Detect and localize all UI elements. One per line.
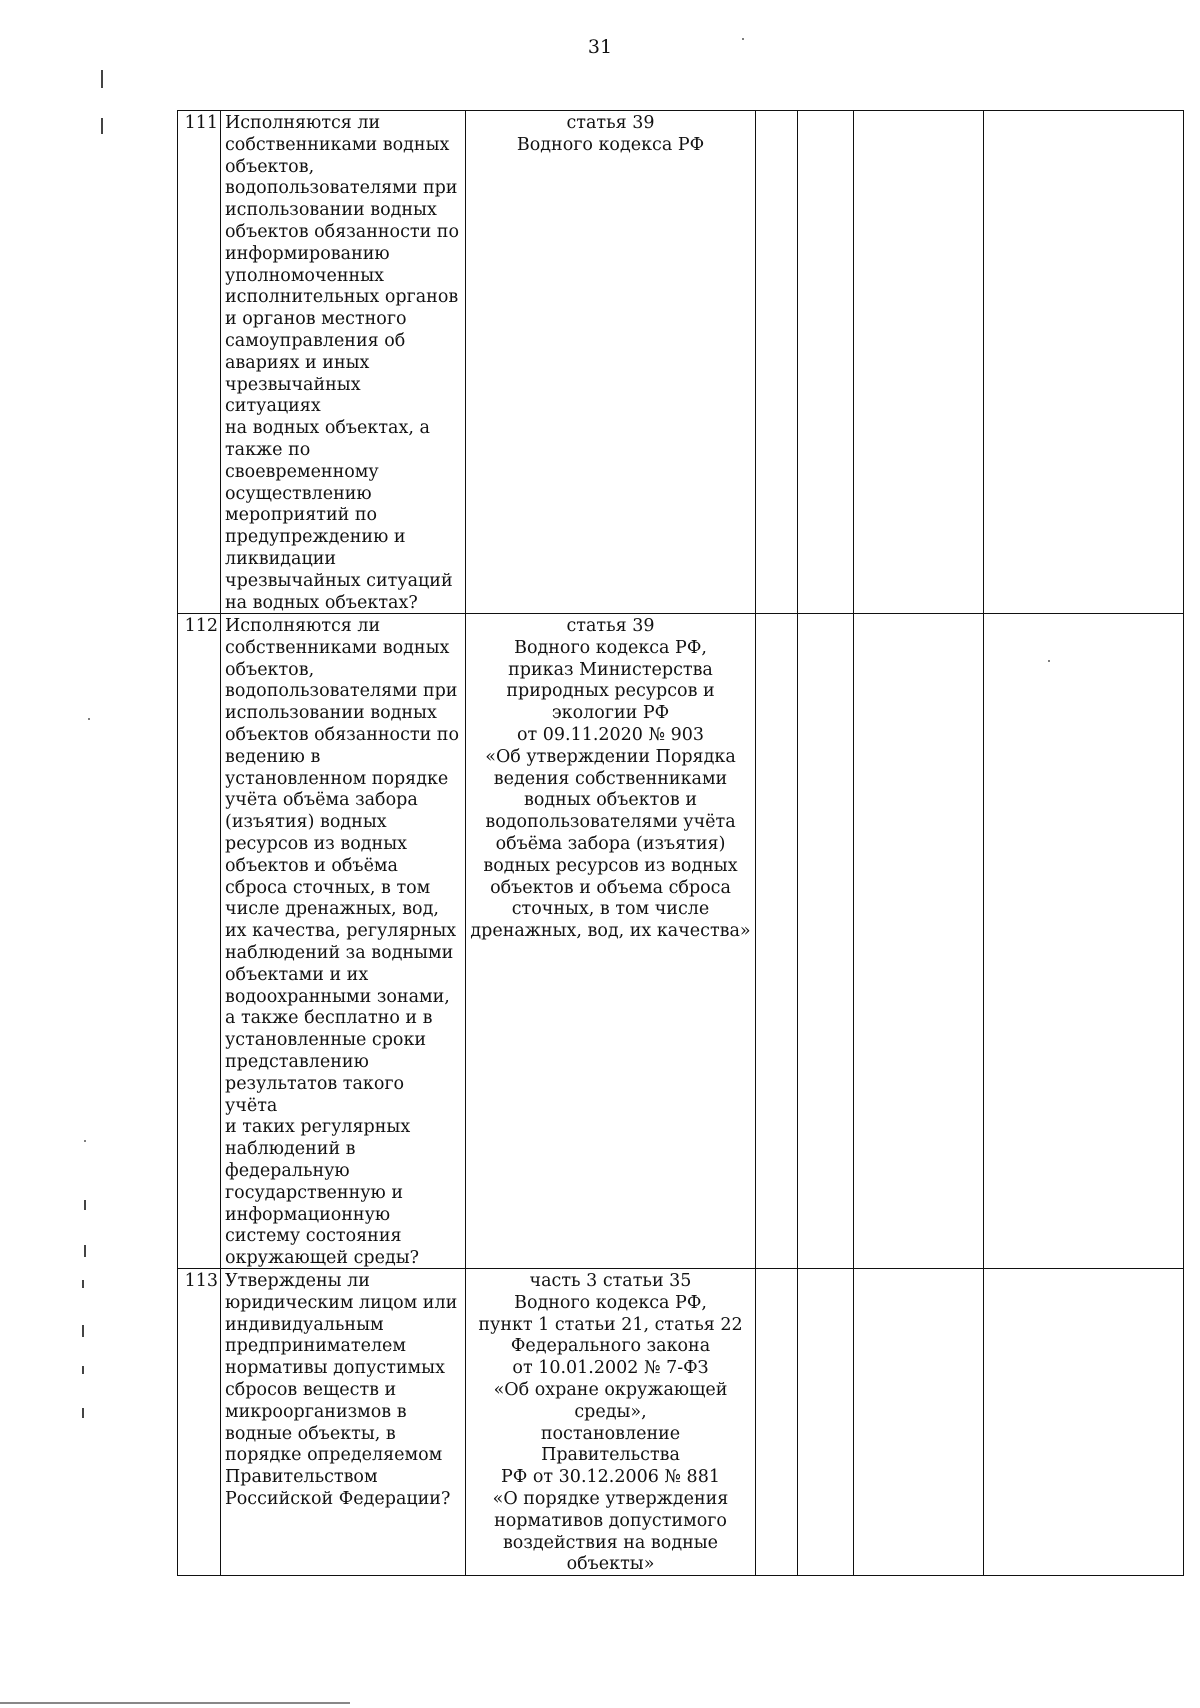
question-text: Утверждены ли юридическим лицом или индивидуальным предпринимателем нормативы допустимых сбросов веществ и микроорганизмов в водные объекты, в порядке определяемом Правительством Российской Федерации? bbox=[221, 1269, 466, 1575]
scan-speck bbox=[742, 38, 744, 40]
page-number: 31 bbox=[587, 36, 613, 58]
table-row-111 bbox=[178, 111, 1183, 614]
checklist-table bbox=[177, 110, 1184, 1576]
row-number: 112 bbox=[178, 614, 221, 1268]
scan-speck bbox=[1048, 660, 1050, 662]
scan-mark bbox=[82, 1280, 84, 1288]
table-row-112 bbox=[178, 614, 1183, 1269]
scan-mark bbox=[101, 70, 103, 88]
not-applicable-cell bbox=[854, 111, 984, 613]
row-number: 113 bbox=[178, 1269, 221, 1575]
scan-speck bbox=[88, 718, 90, 720]
notes-cell bbox=[984, 614, 1183, 1268]
scan-mark bbox=[82, 1408, 84, 1418]
scan-speck bbox=[84, 1140, 86, 1142]
legal-reference: статья 39 Водного кодекса РФ bbox=[466, 111, 756, 613]
not-applicable-cell bbox=[854, 614, 984, 1268]
question-text: Исполняются ли собственниками водных объектов, водопользователями при использовании водных объектов обязанности по ведению в установленном порядке учёта объёма забора (изъятия) водных ресурсов из водных объектов и объёма сброса сточных, в том числе дренажных, вод, их качества, регулярных наблюдений за водными объектами и их водоохранными зонами, а также бесплатно и в установленные сроки представлению результатов такого учёта и таких регулярных наблюдений в федеральную государственную и информационную систему состояния окружающей среды? bbox=[221, 614, 466, 1268]
legal-reference: часть 3 статьи 35 Водного кодекса РФ, пункт 1 статьи 21, статья 22 Федерального закона от 10.01.2002 № 7-ФЗ «Об охране окружающей среды», постановление Правительства РФ от 30.12.2006 № 881 «О порядке утверждения нормативов допустимого воздействия на водные объекты» bbox=[466, 1269, 756, 1575]
answer-no-cell bbox=[798, 1269, 854, 1575]
question-text: Исполняются ли собственниками водных объектов, водопользователями при использовании водных объектов обязанности по информированию уполномоченных исполнительных органов и органов местного самоуправления об авариях и иных чрезвычайных ситуациях на водных объектах, а также по своевременному осуществлению мероприятий по предупреждению и ликвидации чрезвычайных ситуаций на водных объектах? bbox=[221, 111, 466, 613]
answer-no-cell bbox=[798, 614, 854, 1268]
row-number: 111 bbox=[178, 111, 221, 613]
scan-mark bbox=[84, 1200, 86, 1210]
answer-yes-cell bbox=[756, 614, 798, 1268]
answer-yes-cell bbox=[756, 1269, 798, 1575]
scan-edge-line bbox=[0, 1702, 350, 1704]
notes-cell bbox=[984, 111, 1183, 613]
answer-yes-cell bbox=[756, 111, 798, 613]
scan-mark bbox=[84, 1245, 86, 1257]
legal-reference: статья 39 Водного кодекса РФ, приказ Министерства природных ресурсов и экологии РФ от 09.11.2020 № 903 «Об утверждении Порядка ведения собственниками водных объектов и водопользователями учёта объёма забора (изъятия) водных ресурсов из водных объектов и объема сброса сточных, в том числе дренажных, вод, их качества» bbox=[466, 614, 756, 1268]
scan-mark bbox=[101, 118, 103, 134]
answer-no-cell bbox=[798, 111, 854, 613]
notes-cell bbox=[984, 1269, 1183, 1575]
scan-mark bbox=[82, 1366, 84, 1374]
not-applicable-cell bbox=[854, 1269, 984, 1575]
table-row-113 bbox=[178, 1269, 1183, 1575]
scan-mark bbox=[82, 1325, 84, 1337]
